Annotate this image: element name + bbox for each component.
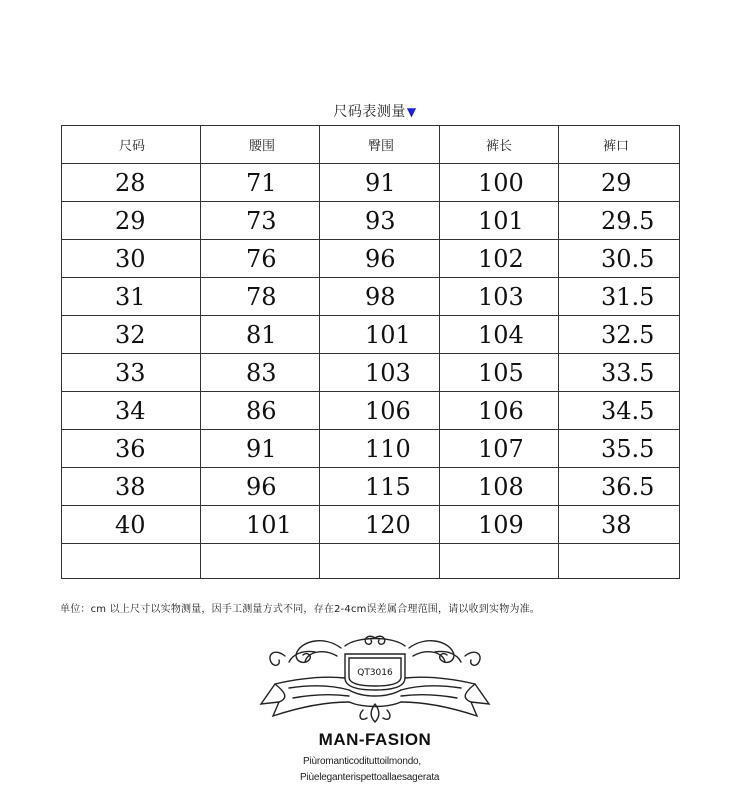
cell-waist: 83	[201, 354, 320, 392]
cell-size: 34	[62, 392, 201, 430]
cell-hip: 106	[320, 392, 440, 430]
ornate-ribbon-crest-icon	[245, 632, 505, 724]
cell-size: 29	[62, 202, 201, 240]
header-size: 尺码	[62, 126, 201, 164]
cell-length: 109	[440, 506, 559, 544]
emblem-label: QT3016	[357, 668, 393, 678]
empty-cell	[201, 544, 320, 579]
brand-name: MAN-FASION	[318, 730, 432, 749]
tagline-line-1: Piùromanticodituttoilmondo,	[303, 756, 421, 767]
cell-size: 38	[62, 468, 201, 506]
cell-waist: 76	[201, 240, 320, 278]
cell-waist: 78	[201, 278, 320, 316]
table-row	[62, 240, 680, 278]
cell-leg-opening: 30.5	[559, 240, 680, 278]
cell-size: 33	[62, 354, 201, 392]
cell-waist: 71	[201, 164, 320, 202]
cell-hip: 103	[320, 354, 440, 392]
table-header-row	[62, 126, 680, 164]
cell-hip: 96	[320, 240, 440, 278]
empty-cell	[559, 544, 680, 579]
cell-leg-opening: 31.5	[559, 278, 680, 316]
cell-waist: 86	[201, 392, 320, 430]
cell-leg-opening: 33.5	[559, 354, 680, 392]
cell-leg-opening: 35.5	[559, 430, 680, 468]
empty-cell	[62, 544, 201, 579]
cell-size: 30	[62, 240, 201, 278]
cell-hip: 101	[320, 316, 440, 354]
cell-waist: 81	[201, 316, 320, 354]
cell-hip: 115	[320, 468, 440, 506]
header-waist: 腰围	[201, 126, 320, 164]
table-row	[62, 468, 680, 506]
cell-waist: 73	[201, 202, 320, 240]
cell-length: 105	[440, 354, 559, 392]
cell-hip: 93	[320, 202, 440, 240]
cell-waist: 91	[201, 430, 320, 468]
cell-hip: 91	[320, 164, 440, 202]
cell-length: 101	[440, 202, 559, 240]
cell-size: 40	[62, 506, 201, 544]
cell-length: 100	[440, 164, 559, 202]
table-row	[62, 278, 680, 316]
cell-hip: 98	[320, 278, 440, 316]
cell-hip: 110	[320, 430, 440, 468]
cell-leg-opening: 32.5	[559, 316, 680, 354]
cell-leg-opening: 36.5	[559, 468, 680, 506]
triangle-down-icon: ▼	[406, 105, 417, 119]
table-row	[62, 164, 680, 202]
cell-length: 108	[440, 468, 559, 506]
cell-size: 31	[62, 278, 201, 316]
cell-length: 103	[440, 278, 559, 316]
cell-size: 28	[62, 164, 201, 202]
table-row	[62, 392, 680, 430]
cell-leg-opening: 29	[559, 164, 680, 202]
size-table	[61, 125, 680, 579]
title-text: 尺码表测量	[333, 104, 406, 120]
table-row-empty	[62, 544, 680, 579]
header-hip: 臀围	[320, 126, 440, 164]
empty-cell	[320, 544, 440, 579]
cell-length: 104	[440, 316, 559, 354]
measurement-note: 单位：cm 以上尺寸以实物测量，因手工测量方式不同，存在2-4cm误差属合理范围，请以收到实物为准。	[60, 604, 540, 615]
tagline-line-2: Piùeleganterispettoallaesagerata	[300, 772, 440, 783]
cell-length: 102	[440, 240, 559, 278]
cell-length: 107	[440, 430, 559, 468]
table-row	[62, 202, 680, 240]
cell-leg-opening: 34.5	[559, 392, 680, 430]
cell-length: 106	[440, 392, 559, 430]
empty-cell	[440, 544, 559, 579]
table-row	[62, 506, 680, 544]
size-chart-title	[0, 101, 750, 121]
cell-leg-opening: 29.5	[559, 202, 680, 240]
table-row	[62, 430, 680, 468]
header-leg-opening: 裤口	[559, 126, 680, 164]
cell-waist: 96	[201, 468, 320, 506]
table-row	[62, 316, 680, 354]
cell-size: 32	[62, 316, 201, 354]
cell-hip: 120	[320, 506, 440, 544]
header-length: 裤长	[440, 126, 559, 164]
cell-leg-opening: 38	[559, 506, 680, 544]
cell-waist: 101	[201, 506, 320, 544]
table-row	[62, 354, 680, 392]
cell-size: 36	[62, 430, 201, 468]
